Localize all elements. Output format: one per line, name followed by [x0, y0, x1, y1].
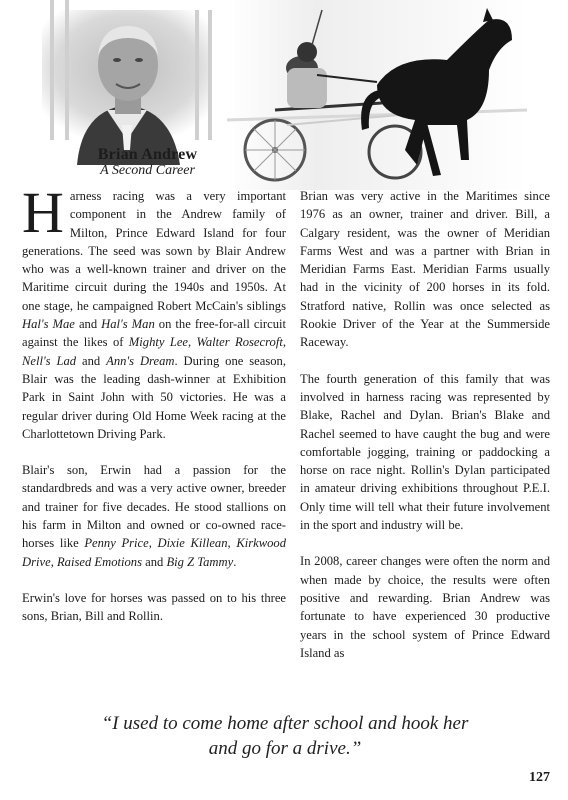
text: , — [282, 335, 286, 350]
text: Blair's son, Erwin had a passion for the standardbreds and was a very active owner, breeder and trainer for five decades. He stood stallions on his farm in Milton and owned or co-owned race-horses like — [22, 463, 286, 551]
pull-quote-line: and go for a drive.” — [208, 738, 362, 759]
horse-name: Nell's Lad — [22, 353, 77, 368]
pull-quote — [40, 711, 530, 761]
paragraph: The fourth generation of this family that was involved in harness racing was represented by Blake, Rachel and Dylan. Brian's Blake and Rachel seemed to have caught the bug and were comfortable jogging, training or paddocking a horse on race night. Rollin's Dylan participated in amateur driving exhibitions throughout P.E.I. Only time will tell what their future involvement in the sport and industry will be. — [300, 371, 550, 533]
paragraph: Erwin's love for horses was passed on to his three sons, Brian, Bill and Rollin. — [22, 590, 286, 624]
page-number: 127 — [529, 770, 550, 785]
text: . — [233, 554, 237, 569]
horse-name: Penny Price — [84, 536, 149, 551]
harness-racing-photo — [227, 0, 527, 190]
text: , — [50, 554, 57, 569]
horse-name: Raised Emotions — [56, 554, 142, 569]
paragraph: Brian was very active in the Maritimes since 1976 as an owner, trainer and driver. Bill, a Calgary resident, was the owner of Meridian Farms West and was a partner with Brian in Meridian Farms East. Meridian Farms usually had in the vicinity of 200 horses in its fold. Stratford native, Rollin was once selected as Rookie Driver of the Year at the Summerside Raceway. — [300, 189, 550, 350]
text: on the free-for-all circuit against the likes of — [22, 317, 287, 350]
paragraph: In 2008, career changes were often the norm and when made by choice, the results were often positive and rewarding. Brian Andrew was fortunate to have experienced 30 productive years in the school system of Prince Edward Island as — [300, 554, 550, 660]
horse-name: Dixie Killean — [157, 536, 228, 551]
text: arness racing was a very important component in the Andrew family of Milton, Prince Edward Island for four generations. The seed was sown by Blair Andrew who was a well-known trainer and driver on the Maritime circuit during the 1940s and 1950s. At one stage, he campaigned Robert McCain's siblings — [22, 189, 286, 313]
horse-name: Big Z Tammy — [166, 554, 234, 569]
right-column — [300, 187, 550, 680]
horse-name: Hal's Man — [101, 317, 155, 332]
horse-name: Mighty Lee — [128, 335, 189, 350]
horse-name: Walter Rosecroft — [196, 335, 283, 350]
portrait-photo — [22, 0, 222, 165]
text: , — [188, 335, 197, 350]
text: and — [76, 353, 107, 368]
text: . During one season, Blair was the leading dash-winner at Exhibition Park in Saint John with 50 victories. He was a regular driver during Old Home Week racing at the Charlottetown Driving Park. — [22, 353, 286, 441]
horse-name: Ann's Dream — [106, 353, 175, 368]
left-column — [22, 180, 287, 644]
drop-cap: H — [22, 180, 64, 245]
paragraph — [22, 461, 286, 571]
article-subtitle: A Second Career — [100, 163, 195, 178]
text: and — [142, 554, 167, 569]
text: , — [148, 536, 158, 551]
text: , — [227, 536, 237, 551]
paragraph — [22, 180, 287, 443]
horse-name: Kirkwood Drive — [22, 536, 287, 569]
horse-name: Hal's Mae — [22, 317, 75, 332]
pull-quote-line: “I used to come home after school and hook her — [101, 713, 469, 734]
article-title-block — [60, 146, 235, 179]
article-title: Brian Andrew — [97, 146, 198, 163]
text: and — [74, 317, 102, 332]
